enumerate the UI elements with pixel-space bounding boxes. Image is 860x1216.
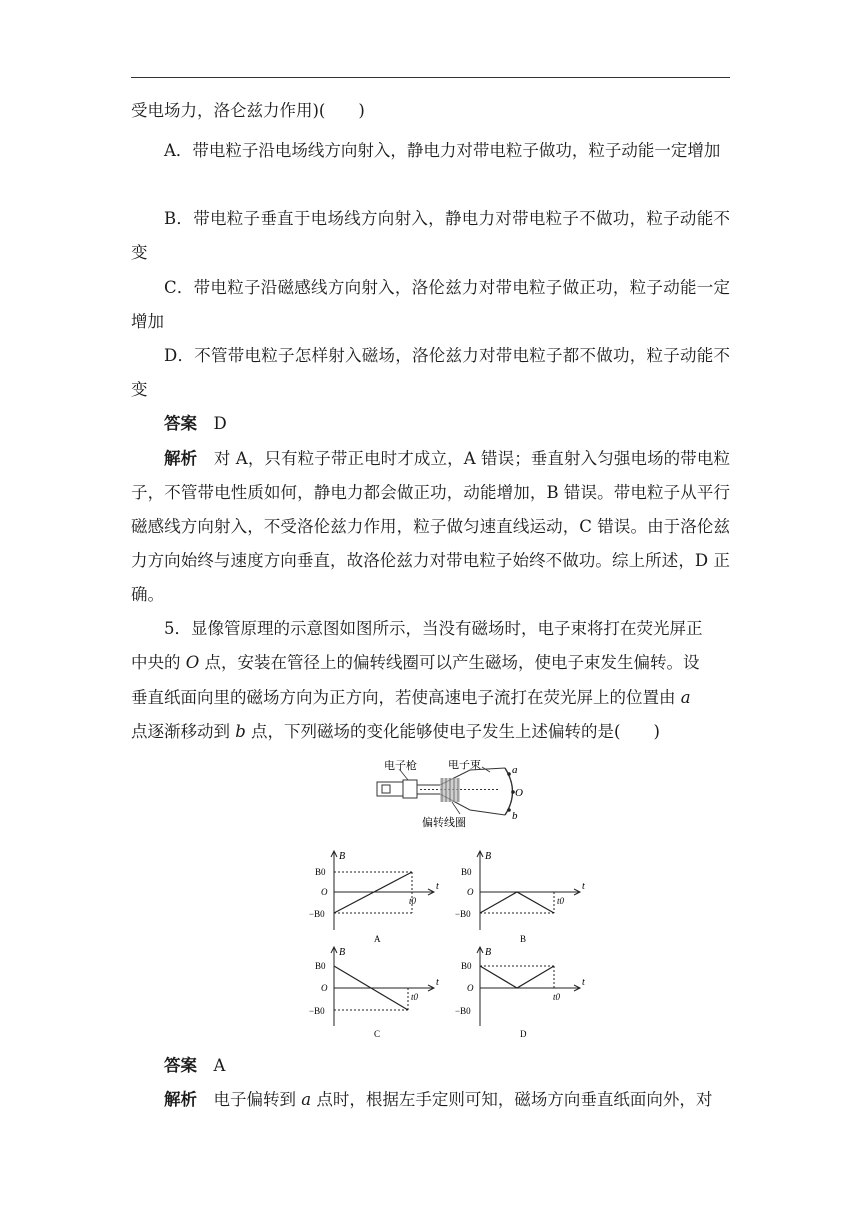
q4-analysis-text: 对 A，只有粒子带正电时才成立，A 错误；垂直射入匀强电场的带电粒子，不管带电性质如何，静电力都会做正功，动能增加，B 错误。带电粒子从平行磁感线方向射入，不受洛伦兹力作用，粒子做匀速直线运动，C 错误。由于洛伦兹力方向始终与速度方向垂直，故洛伦兹力对带电粒子始终不做功。综上所述，D 正确。 (131, 449, 730, 604)
q4-option-c: C．带电粒子沿磁感线方向射入，洛伦兹力对带电粒子做正功，粒子动能一定增加 (131, 278, 730, 331)
graph-a-b0: B0 (315, 867, 326, 877)
label-o: O (515, 787, 523, 799)
q4-option-b: B．带电粒子垂直于电场线方向射入，静电力对带电粒子不做功，粒子动能不变 (131, 209, 730, 262)
graph-d-line (480, 966, 554, 988)
q5-point-b: b (235, 722, 246, 741)
graph-b-caption: B (520, 934, 527, 944)
q5-line2 (131, 646, 730, 680)
graph-d (452, 944, 588, 1040)
graph-c-zero: O (321, 983, 328, 993)
graph-b-b0: B0 (461, 867, 472, 877)
graph-a (306, 848, 442, 944)
graph-a-axis-b: B (339, 851, 346, 862)
q4-option-a: A．带电粒子沿电场线方向射入，静电力对带电粒子做功，粒子动能一定增加 (164, 141, 721, 160)
q4-analysis (131, 442, 730, 612)
crt-diagram (370, 760, 530, 832)
graph-b-axis-b: B (485, 851, 492, 862)
graph-c-b0: B0 (315, 961, 326, 971)
label-b: b (512, 810, 518, 822)
graph-d-zero: O (467, 983, 474, 993)
q5-analysis-label: 解析 (164, 1090, 197, 1109)
graph-d-axis-b: B (485, 947, 492, 958)
graph-b-t0: t0 (557, 896, 565, 906)
graph-b-line (480, 892, 554, 913)
q5-point-o: O (185, 653, 200, 672)
graph-d-neg-b0: −B0 (455, 1006, 471, 1016)
coil-label: 偏转线圈 (422, 817, 466, 829)
q5-analysis-a: a (301, 1090, 312, 1109)
q5-analysis (131, 1083, 730, 1117)
graph-a-caption: A (374, 934, 381, 944)
q5-line2-post: 点，安装在管径上的偏转线圈可以产生磁场，使电子束发生偏转。设 (199, 653, 700, 672)
graph-b-zero: O (467, 887, 474, 897)
graph-b-neg-b0: −B0 (455, 909, 471, 919)
graph-b (452, 848, 588, 944)
graph-d-caption: D (520, 1029, 527, 1039)
q5-point-a: a (680, 688, 691, 707)
graph-c (306, 944, 442, 1040)
graph-c-t0: t0 (411, 992, 419, 1002)
q4-analysis-label: 解析 (164, 449, 198, 468)
q5-line2-pre: 中央的 (131, 653, 186, 672)
q5-line1: 5．显像管原理的示意图如图所示，当没有磁场时，电子束将打在荧光屏正 (164, 619, 703, 638)
graph-a-axis-t: t (436, 881, 439, 892)
q5-answer (131, 1049, 730, 1083)
graph-d-t0: t0 (553, 992, 561, 1002)
graph-a-t0: t0 (409, 896, 417, 906)
q5-line3 (131, 681, 730, 715)
graph-b-axis-t: t (582, 881, 585, 892)
q5-answer-value: A (213, 1056, 226, 1075)
q5-line3-pre: 垂直纸面向里的磁场方向为正方向，若使高速电子流打在荧光屏上的位置由 (131, 688, 681, 707)
gun-cathode (382, 785, 390, 793)
dot-b (507, 808, 511, 812)
q5-analysis-pre: 电子偏转到 (213, 1090, 302, 1109)
graph-c-caption: C (374, 1029, 381, 1039)
graph-d-axis-t: t (582, 977, 585, 988)
q4-stem-tail: 受电场力，洛仑兹力作用)( ) (131, 101, 365, 120)
q4-answer-label: 答案 (164, 414, 197, 433)
dot-a (507, 772, 511, 776)
gun-label: 电子枪 (384, 760, 417, 772)
header-rule (131, 77, 730, 78)
gun-housing (403, 780, 417, 798)
q4-answer (131, 407, 730, 441)
graph-a-neg-b0: −B0 (309, 909, 325, 919)
graph-c-axis-b: B (339, 947, 346, 958)
graph-d-b0: B0 (461, 961, 472, 971)
q5-line4 (131, 715, 730, 749)
q4-answer-value: D (213, 414, 227, 433)
graph-a-zero: O (321, 887, 328, 897)
graph-c-neg-b0: −B0 (309, 1006, 325, 1016)
beam-label: 电子束 (448, 760, 481, 771)
q5-line4-pre: 点逐渐移动到 (131, 722, 236, 741)
q5-line4-post: 点，下列磁场的变化能够使电子发生上述偏转的是( ) (245, 722, 660, 741)
q5-answer-label: 答案 (164, 1056, 197, 1075)
q5-analysis-post: 点时，根据左手定则可知，磁场方向垂直纸面向外，对 (311, 1090, 713, 1109)
label-a: a (512, 764, 518, 776)
graph-c-axis-t: t (436, 977, 439, 988)
q4-option-d: D．不管带电粒子怎样射入磁场，洛伦兹力对带电粒子都不做功，粒子动能不变 (131, 346, 730, 399)
